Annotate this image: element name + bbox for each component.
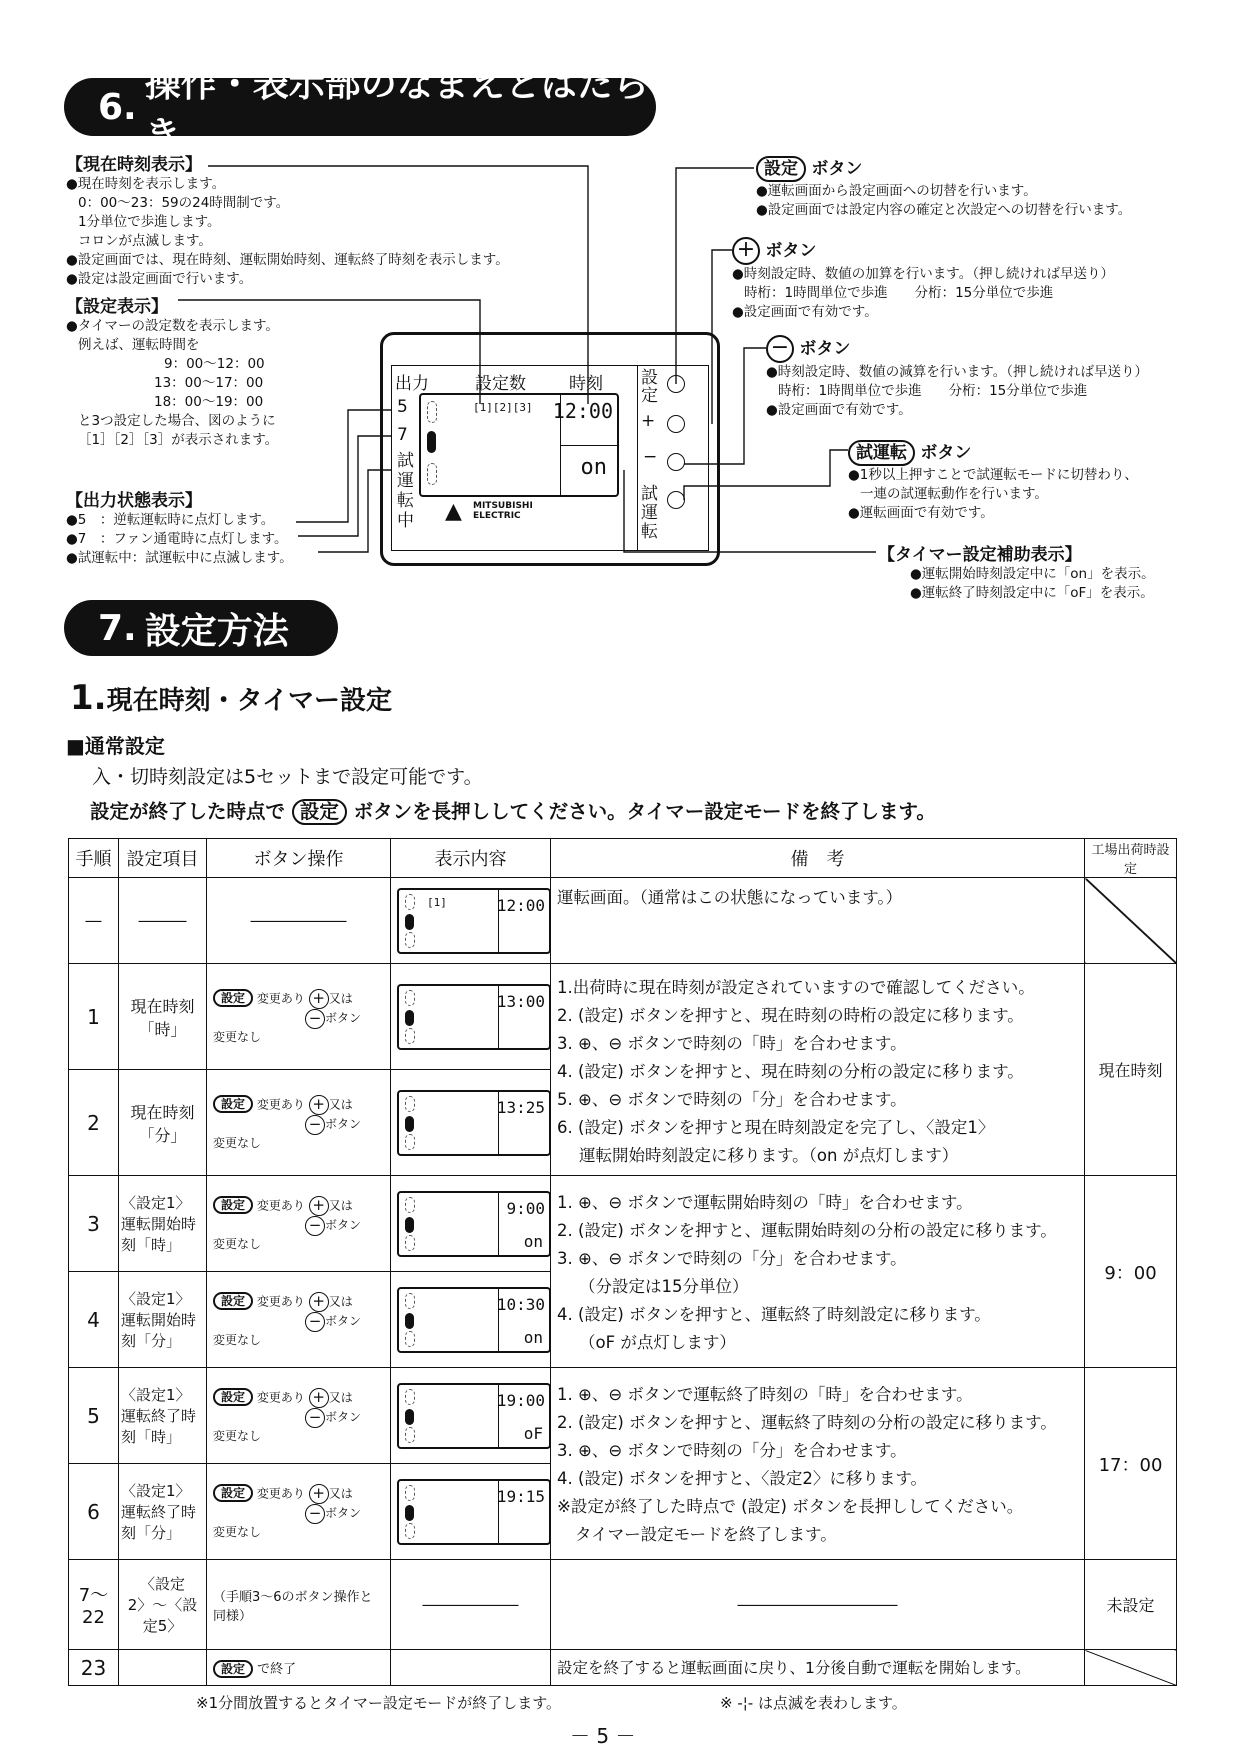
header-item: 設定項目 bbox=[119, 839, 207, 878]
label-test: 試運転 bbox=[641, 484, 658, 542]
label-test-running: 試運転中 bbox=[397, 451, 414, 531]
header-remark: 備 考 bbox=[551, 839, 1085, 878]
table-row: 6 〈設定1〉運転終了時刻「分」 設定 変更あり + 又は − ボタン 変更なし 19:15 bbox=[69, 1464, 1177, 1560]
subsection-1-title: 1.現在時刻・タイマー設定 bbox=[70, 678, 393, 718]
footnote-2: ※ -¦- は点滅を表わします。 bbox=[720, 1694, 907, 1712]
plus-button-desc: + ボタン ●時刻設定時、数値の加算を行います。（押し続ければ早送り） 時桁：1時間単位で歩進 分桁：15分単位で歩進 ●設定画面で有効です。 bbox=[732, 237, 1114, 320]
normal-setting-heading: ■通常設定 bbox=[66, 734, 165, 758]
header-display: 表示内容 bbox=[391, 839, 551, 878]
mitsubishi-logo-icon: ▲ bbox=[445, 499, 462, 524]
page-number: － 5 － bbox=[570, 1724, 636, 1748]
lcd-time: 12:00 bbox=[552, 399, 613, 423]
lcd-mini: [1] 12:00 bbox=[397, 888, 551, 954]
minus-button-desc: − ボタン ●時刻設定時、数値の減算を行います。（押し続ければ早送り） 時桁：1時間単位で歩進 分桁：15分単位で歩進 ●設定画面で有効です。 bbox=[766, 335, 1148, 418]
table-row: 3 〈設定1〉運転開始時刻「時」 設定 変更あり + 又は − ボタン 変更なし 9:00 on 1. ⊕、⊖ ボタンで運転開始時刻の「時」を合わせます。 2. (設定) ボタンを押すと、運転開始時刻の分桁の設定に移ります。 3. ⊕、⊖ ボタンで時刻の「分」を合わせます。 （分設定は15分単位） 4. (設定) ボタンを押すと、運転終了時刻設定に移ります。 （oF が点灯します） 9：00 bbox=[69, 1176, 1177, 1272]
label-minus: − bbox=[643, 447, 658, 467]
setting-table bbox=[68, 838, 1177, 1686]
section-6-title: 6. 操作・表示部のなまえとはたらき bbox=[64, 78, 656, 136]
normal-setting-bold: 設定が終了した時点で 設定 ボタンを長押ししてください。タイマー設定モードを終了します。 bbox=[90, 800, 936, 823]
table-row: 5 〈設定1〉運転終了時刻「時」 設定 変更あり + 又は − ボタン 変更なし 19:00 oF 1. ⊕、⊖ ボタンで運転終了時刻の「時」を合わせます。 2. (設定) ボタンを押すと、運転終了時刻の分桁の設定に移ります。 3. ⊕、⊖ ボタンで時刻の「分」を合わせます。 4. (設定) ボタンを押すと、〈設定2〉に移ります。 ※設定が終了した時点で (設定) ボタンを長押ししてください。 タイマー設定モードを終了します。 17：00 bbox=[69, 1368, 1177, 1464]
lcd-on: on bbox=[580, 455, 607, 480]
label-out7: 7 bbox=[397, 425, 408, 445]
section-7-title: 7. 設定方法 bbox=[64, 600, 338, 656]
normal-setting-line: 入・切時刻設定は5セットまで設定可能です。 bbox=[92, 766, 483, 788]
output-status-desc: 【出力状態表示】 ●5 ：逆転運転時に点灯します。 ●7 ：ファン通電時に点灯します。 ●試運転中：試運転中に点滅します。 bbox=[66, 491, 293, 566]
table-row: 2 現在時刻「分」 設定 変更あり + 又は − ボタン 変更なし 13:25 bbox=[69, 1070, 1177, 1176]
label-setting-count: 設定数 bbox=[475, 374, 526, 394]
label-plus: + bbox=[641, 411, 656, 431]
timer-aux-desc: 【タイマー設定補助表示】 ●運転開始時刻設定中に「on」を表示。 ●運転終了時刻設定中に「oF」を表示。 bbox=[878, 545, 1155, 601]
test-button-desc: 試運転 ボタン ●1秒以上押すことで試運転モードに切替わり、 一連の試運転動作を行います。 ●運転画面で有効です。 bbox=[848, 438, 1178, 523]
label-output: 出力 bbox=[395, 374, 429, 394]
brand-text: MITSUBISHI ELECTRIC bbox=[473, 501, 533, 521]
label-out5: 5 bbox=[397, 397, 408, 417]
header-factory: 工場出荷時設定 bbox=[1085, 839, 1177, 878]
header-step: 手順 bbox=[69, 839, 119, 878]
table-row: ― ――― ―――――― [1] 12:00 運転画面。（通常はこの状態になっています。） bbox=[69, 878, 1177, 964]
set-button-desc: 設定 ボタン ●運転画面から設定画面への切替を行います。 ●設定画面では設定内容の確定と次設定への切替を行います。 bbox=[756, 154, 1176, 220]
lcd-set-numbers: [1][2][3] bbox=[473, 401, 533, 414]
table-row: 7〜22 〈設定2〉〜〈設定5〉 （手順3～6のボタン操作と同様） ―――――― ―――――――――― 未設定 bbox=[69, 1560, 1177, 1650]
label-time: 時刻 bbox=[569, 374, 603, 394]
setting-display-desc: 【設定表示】 ●タイマーの設定数を表示します。 例えば、運転時間を 9：00～12：00 13：00～17：00 18：00～19：00 と3つ設定した場合、図のように ［1］［2］［3］が表示されます。 bbox=[66, 297, 279, 448]
footnote-1: ※1分間放置するとタイマー設定モードが終了します。 bbox=[196, 1694, 562, 1712]
table-row: 23 設定 で終了 設定を終了すると運転画面に戻り、1分後自動で運転を開始します。 bbox=[69, 1650, 1177, 1686]
clock-display-desc: 【現在時刻表示】 ●現在時刻を表示します。 0：00～23：59の24時間制です。 1分単位で歩進します。 コロンが点滅します。 ●設定画面では、現在時刻、運転開始時刻、運転終了時刻を表示します。 ●設定は設定画面で行います。 bbox=[66, 155, 509, 287]
label-set: 設定 bbox=[641, 368, 658, 406]
header-op: ボタン操作 bbox=[207, 839, 391, 878]
table-row: 4 〈設定1〉運転開始時刻「分」 設定 変更あり + 又は − ボタン 変更なし 10:30 on bbox=[69, 1272, 1177, 1368]
table-row: 1 現在時刻「時」 設定 変更あり + 又は − ボタン 変更なし 13:00 1.出荷時に現在時刻が設定されていますので確認してください。 2. (設定) ボタンを押すと、現在時刻の時桁の設定に移ります。 3. ⊕、⊖ ボタンで時刻の「時」を合わせます。 4. (設定) ボタンを押すと、現在時刻の分桁の設定に移ります。 5. ⊕、⊖ ボタンで時刻の「分」を合わせます。 6. (設定) ボタンを押すと現在時刻設定を完了し、〈設定1〉 運転開始時刻設定に移ります。（on が点灯します） 現在時刻 bbox=[69, 964, 1177, 1070]
